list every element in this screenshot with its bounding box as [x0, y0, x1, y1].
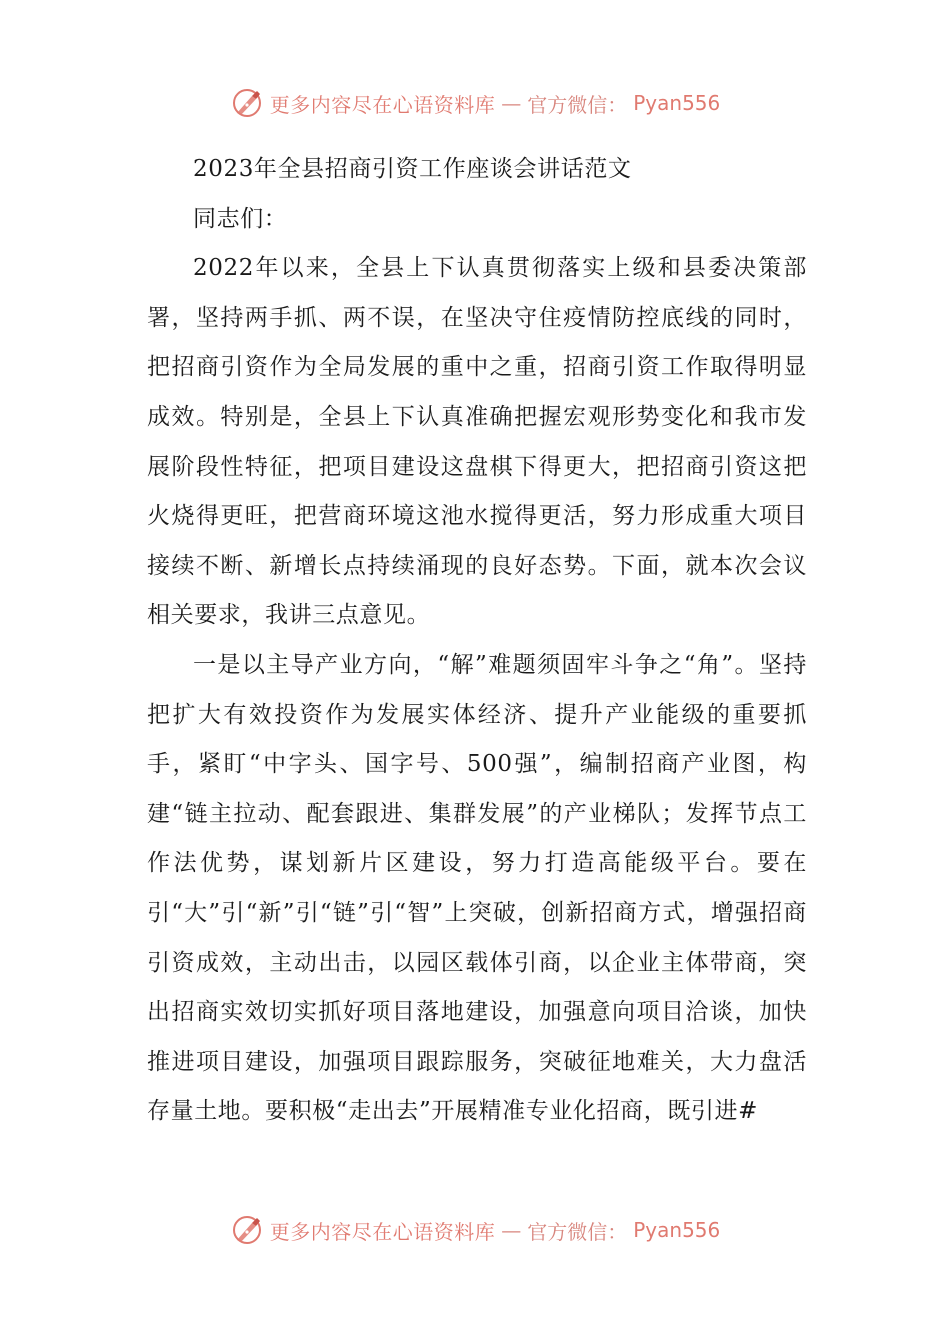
salutation: 同志们： — [193, 205, 288, 232]
paragraph: 一是以主导产业方向，“解”难题须固牢斗争之“角”。坚持把扩大有效投资作为发展实体经济、提升产业能级的重要抓手，紧盯“中字头、国字号、500强”，编制招商产业图，构建“链主拉动、配套跟进、集群发展”的产业梯队；发挥节点工作法优势，谋划新片区建设，努力打造高能级平台。要在引“大”引“新”引“链”引“智”上突破，创新招商方式，增强招商引资成效，主动出击，以园区载体引商，以企业主体带商，突出招商实效切实抓好项目落地建设，加强意向项目洽谈，加快推进项目建设，加强项目跟踪服务，突破征地难关，大力盘活存量土地。要积极“走出去”开展精准专业化招商，既引进# — [147, 651, 807, 1125]
watermark-text: 更多内容尽在心语资料库 — [269, 92, 496, 117]
watermark-dash: — — [501, 1218, 522, 1242]
paragraph: 2022年以来，全县上下认真贯彻落实上级和县委决策部署，坚持两手抓、两不误，在坚决守住疫情防控底线的同时，把招商引资作为全局发展的重中之重，招商引资工作取得明显成效。特别是，全县上下认真准确把握宏观形势变化和我市发展阶段性特征，把项目建设这盘棋下得更大，把招商引资这把火烧得更旺，把营商环境这池水搅得更活，努力形成重大项目接续不断、新增长点持续涌现的良好态势。下面，就本次会议相关要求，我讲三点意见。 — [147, 255, 807, 629]
watermark-text: 更多内容尽在心语资料库 — [269, 1219, 496, 1244]
watermark-dash: — — [501, 91, 522, 115]
watermark-label: 官方微信： — [527, 92, 628, 117]
header-watermark — [0, 81, 950, 125]
document-body — [147, 145, 807, 1137]
watermark-label: 官方微信： — [527, 1219, 628, 1244]
pen-nib-circle-icon — [230, 86, 264, 120]
pen-nib-circle-icon — [230, 1213, 264, 1247]
watermark-account: Pyan556 — [633, 91, 721, 115]
footer-watermark — [0, 1208, 950, 1252]
document-title: 2023年全县招商引资工作座谈会讲话范文 — [193, 156, 632, 182]
watermark-account: Pyan556 — [633, 1218, 721, 1242]
